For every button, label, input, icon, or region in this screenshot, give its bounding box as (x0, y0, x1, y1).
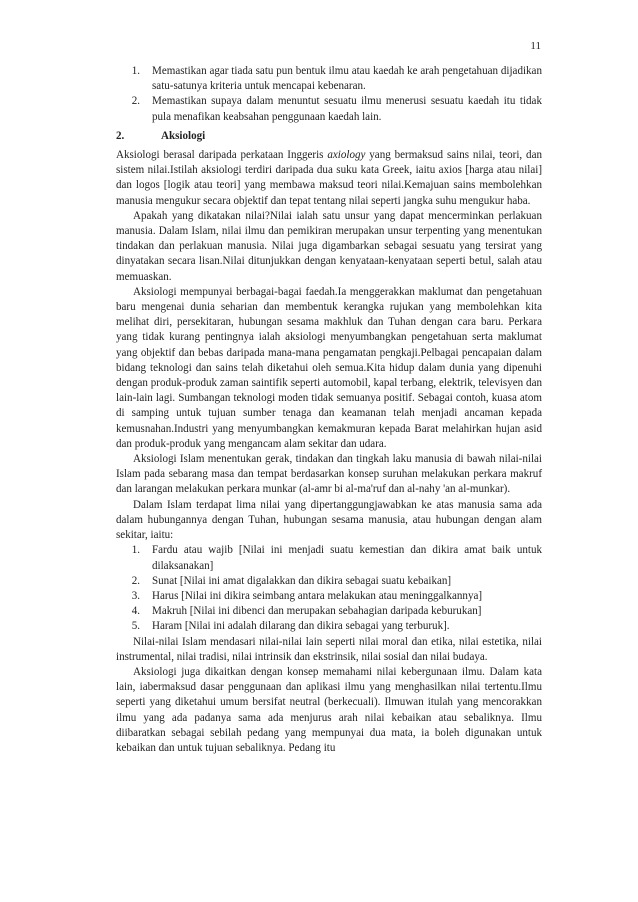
list-text: Makruh [Nilai ini dibenci dan merupakan sebahagian daripada keburukan] (152, 605, 482, 618)
paragraph: Aksiologi mempunyai berbagai-bagai faedah.Ia menggerakkan maklumat dan pengetahuan baru mengenai dunia seharian dan membentuk kerangka rujukan yang membolehkan kita melihat diri, persekitaran, hubungan sesama makhluk dan Tuhan dengan cara baru. Perkara yang tidak kurang pentingnya ialah aksiologi menyumbangkan pengetahuan serta maklumat yang objektif dan bebas daripada mana-mana pengamatan pengkaji.Pelbagai pencapaian dalam bidang teknologi dan sains telah diketahui oleh semua.Kita hidup dalam dunia yang dipenuhi dengan produk-produk zaman saintifik seperti automobil, kapal terbang, elektrik, televisyen dan lain-lain lagi. Sumbangan teknologi moden tidak semuanya positif. Sebagai contoh, kuasa atom di samping untuk tujuan sumber tenaga dan keamanan telah menjadi ancaman kepada kemusnahan.Industri yang menyumbangkan kemakmuran kepada Barat melahirkan hujan asid dan produk-produk yang mengancam alam sekitar dan udara. (116, 285, 542, 450)
criteria-list (116, 64, 542, 125)
paragraph: Dalam Islam terdapat lima nilai yang dipertanggungjawabkan ke atas manusia sama ada dalam hubungannya dengan Tuhan, hubungan sesama manusia, atau hubungan dengan alam sekitar, iaitu: (116, 498, 542, 542)
list-text: Memastikan supaya dalam menuntut sesuatu ilmu menerusi sesuatu kaedah itu tidak pula menafikan keabsahan penggunaan kaedah lain. (152, 95, 542, 123)
document-body (116, 64, 542, 756)
page-number: 11 (530, 40, 541, 52)
paragraph (116, 148, 542, 209)
list-text: Fardu atau wajib [Nilai ini menjadi suatu kemestian dan dikira amat baik untuk dilaksanakan] (152, 544, 542, 572)
list-number: 2. (131, 574, 140, 587)
values-list (116, 543, 542, 634)
section-title: Aksiologi (161, 129, 206, 142)
list-number: 4. (131, 605, 140, 618)
list-text: Harus [Nilai ini dikira seimbang antara melakukan atau meninggalkannya] (152, 589, 483, 602)
paragraph-text: Aksiologi berasal daripada perkataan Inggeris (116, 149, 328, 162)
list-number: 2. (131, 95, 140, 108)
paragraph: Nilai-nilai Islam mendasari nilai-nilai lain seperti nilai moral dan etika, nilai estetika, nilai instrumental, nilai tradisi, nilai intrinsik dan ekstrinsik, nilai sosial dan nilai budaya. (116, 635, 542, 663)
list-item (116, 574, 542, 589)
list-number: 1. (131, 65, 140, 77)
paragraph: Aksiologi Islam menentukan gerak, tindakan dan tingkah laku manusia di bawah nilai-nilai Islam pada sebarang masa dan tempat berdasarkan konsep suruhan melakukan perkara makruf dan larangan melakukan perkara munkar (al-amr bi al-ma'ruf dan al-nahy 'an al-munkar). (116, 453, 542, 496)
list-number: 5. (131, 620, 140, 633)
italic-term: axiology (327, 149, 366, 162)
list-number: 1. (131, 544, 140, 557)
paragraph-text: yang bermaksud sains nilai, teori, dan sistem nilai.Istilah aksiologi terdiri daripada dua suku kata Greek, iaitu axios [harga atau nilai] dan logos [logik atau teori] yang membawa maksud teori nilai.Kemajuan sains membolehkan manusia mengukur secara objektif dan tepat tentang nilai seperti jangka suhu mengukur haba. (116, 149, 542, 207)
paragraph: Aksiologi juga dikaitkan dengan konsep memahami nilai kebergunaan ilmu. Dalam kata lain, iabermaksud dasar penggunaan dan aplikasi ilmu yang menghasilkan nilai tertentu.Ilmu seperti yang diketahui umum bersifat neutral (berkecuali). Ilmuwan itulah yang mencorakkan ilmu yang ada padanya sama ada menjurus arah nilai kebaikan atau sebaliknya. Ilmu diibaratkan sebagai sebilah pedang yang mempunyai dua mata, ia boleh digunakan untuk kebaikan dan untuk tujuan sebaliknya. Pedang itu (116, 665, 542, 754)
list-item (116, 64, 542, 94)
list-text: Haram [Nilai ini adalah dilarang dan dikira sebagai yang terburuk]. (152, 620, 450, 633)
section-number: 2. (116, 129, 125, 142)
list-item (116, 619, 542, 634)
list-item (116, 589, 542, 604)
list-text: Memastikan agar tiada satu pun bentuk ilmu atau kaedah ke arah pengetahuan dijadikan satu-satunya kriteria untuk mencapai kebenaran. (152, 65, 542, 93)
paragraph: Apakah yang dikatakan nilai?Nilai ialah satu unsur yang dapat mencerminkan perlakuan manusia. Dalam Islam, nilai ilmu dan pemikiran merupakan unsur terpenting yang menentukan tindakan dan perlakuan manusia. Nilai juga digambarkan sebagai sesuatu yang tersirat yang dinyatakan secara lisan.Nilai ditunjukkan dengan kenyataan-kenyataan seperti betul, salah atau memuaskan. (116, 209, 542, 283)
list-item (116, 604, 542, 619)
list-number: 3. (131, 589, 140, 602)
section-heading (116, 129, 542, 144)
list-text: Sunat [Nilai ini amat digalakkan dan dikira sebagai suatu kebaikan] (152, 574, 452, 587)
list-item (116, 543, 542, 573)
list-item (116, 94, 542, 124)
